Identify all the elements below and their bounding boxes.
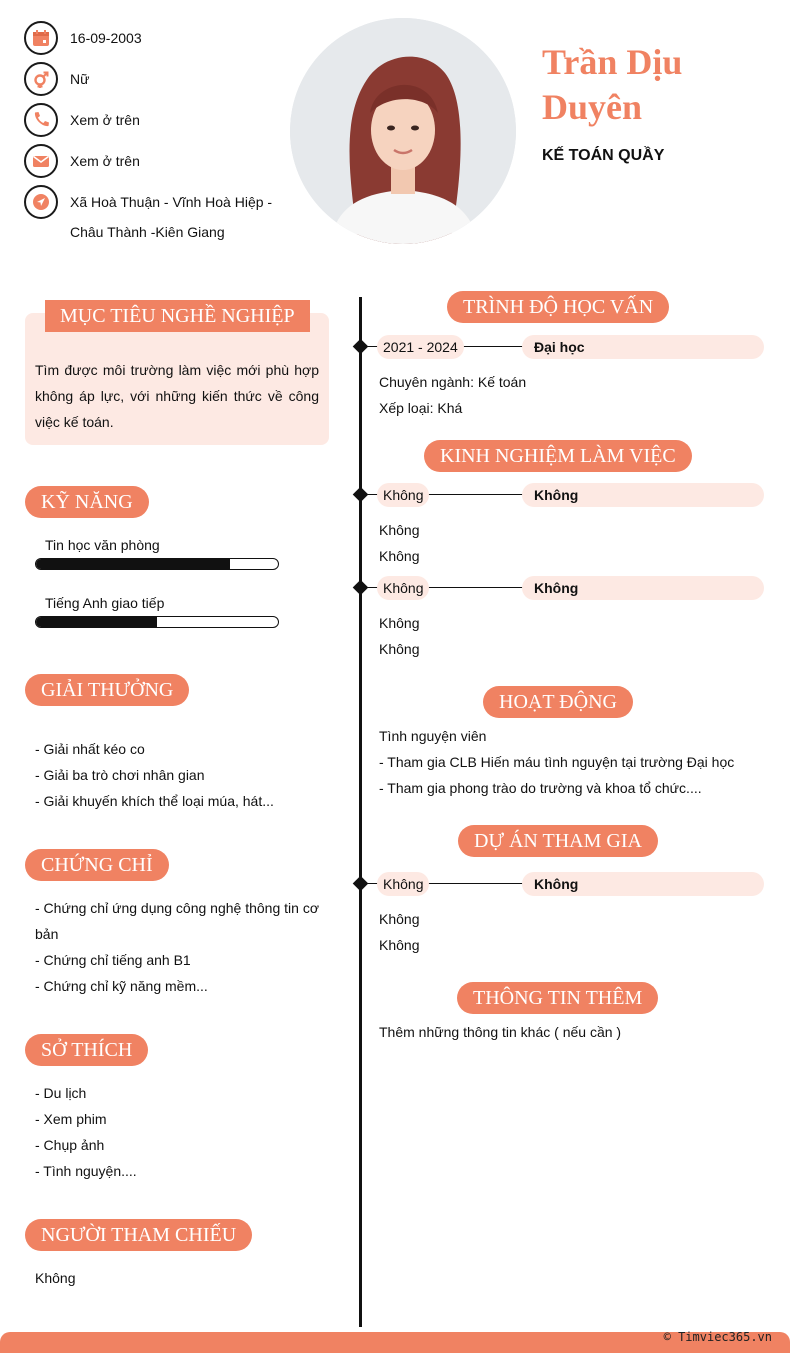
education-heading: TRÌNH ĐỘ HỌC VẤN <box>447 291 669 323</box>
contact-gender <box>24 63 284 104</box>
email-text: Xem ở trên <box>70 153 140 169</box>
skill-bar-fill <box>36 559 230 569</box>
activities-list <box>379 723 734 801</box>
phone-text: Xem ở trên <box>70 112 140 128</box>
certificates-list <box>35 895 327 999</box>
awards-list <box>35 736 274 814</box>
address-line-2: Châu Thành -Kiên Giang <box>70 224 225 240</box>
list-item: - Giải khuyến khích thể loại múa, hát... <box>35 793 274 809</box>
activities-heading: HOẠT ĐỘNG <box>483 686 633 718</box>
extra-info-text: Thêm những thông tin khác ( nếu cần ) <box>379 1024 622 1040</box>
contact-phone <box>24 104 284 145</box>
experience-details <box>379 517 419 569</box>
contact-email <box>24 145 284 186</box>
project-name: Không <box>522 872 764 896</box>
education-school: Đại học <box>522 335 764 359</box>
list-item: Chuyên ngành: Kế toán <box>379 374 527 390</box>
list-item: - Du lịch <box>35 1085 87 1101</box>
email-icon <box>24 144 58 178</box>
address-line-1: Xã Hoà Thuận - Vĩnh Hoà Hiệp - <box>70 194 273 210</box>
skill-label: Tiếng Anh giao tiếp <box>45 595 165 611</box>
project-entry <box>357 872 764 896</box>
projects-heading: DỰ ÁN THAM GIA <box>458 825 658 857</box>
list-item: - Tham gia phong trào do trường và khoa tổ chức.... <box>379 780 702 796</box>
experience-company: Không <box>522 483 764 507</box>
contact-birthday <box>24 22 284 63</box>
timeline-line <box>359 297 362 1327</box>
education-entry <box>357 335 764 359</box>
list-item: Không <box>379 937 420 953</box>
list-item: - Xem phim <box>35 1111 107 1127</box>
gender-text: Nữ <box>70 71 90 87</box>
list-item: Xếp loại: Khá <box>379 400 463 416</box>
contact-list <box>24 22 284 256</box>
certificates-heading: CHỨNG CHỈ <box>25 849 169 881</box>
calendar-icon <box>24 21 58 55</box>
education-date: 2021 - 2024 <box>377 335 464 359</box>
experience-entry <box>357 576 764 600</box>
list-item: - Tham gia CLB Hiến máu tình nguyện tại trường Đại học <box>379 754 735 770</box>
birthday-text: 16-09-2003 <box>70 30 142 46</box>
hobbies-heading: SỞ THÍCH <box>25 1034 148 1066</box>
job-title: KẾ TOÁN QUẦY <box>542 147 665 164</box>
list-item: - Giải ba trò chơi nhân gian <box>35 767 205 783</box>
references-text: Không <box>35 1270 76 1286</box>
extra-info-heading: THÔNG TIN THÊM <box>457 982 658 1014</box>
experience-details <box>379 610 419 662</box>
experience-company: Không <box>522 576 764 600</box>
education-details <box>379 369 526 421</box>
project-details <box>379 906 419 958</box>
candidate-name <box>542 40 782 130</box>
list-item: - Tình nguyện.... <box>35 1163 137 1179</box>
list-item: - Chụp ảnh <box>35 1137 105 1153</box>
gender-icon <box>24 62 58 96</box>
list-item: - Chứng chỉ ứng dụng công nghệ thông tin cơ bản <box>35 900 319 942</box>
project-date: Không <box>377 872 429 896</box>
list-item: - Chứng chỉ tiếng anh B1 <box>35 952 191 968</box>
name-line-1: Trần Dịu <box>542 42 683 82</box>
portrait-image <box>290 18 516 244</box>
watermark[interactable]: © Timviec365.vn <box>663 1330 772 1344</box>
list-item: Không <box>379 615 420 631</box>
name-line-2: Duyên <box>542 87 643 127</box>
list-item: Tình nguyện viên <box>379 728 487 744</box>
skill-bar <box>35 558 279 570</box>
awards-heading: GIẢI THƯỞNG <box>25 674 189 706</box>
contact-address <box>24 186 284 256</box>
experience-date: Không <box>377 576 429 600</box>
skills-heading: KỸ NĂNG <box>25 486 149 518</box>
objective-text: Tìm được môi trường làm việc mới phù hợp không áp lực, với những kiến thức về công việc kế toán. <box>35 362 319 430</box>
phone-icon <box>24 103 58 137</box>
profile-photo <box>290 18 516 244</box>
references-heading: NGƯỜI THAM CHIẾU <box>25 1219 252 1251</box>
skill-label: Tin học văn phòng <box>45 537 160 553</box>
list-item: - Giải nhất kéo co <box>35 741 145 757</box>
address-text <box>70 187 280 247</box>
list-item: Không <box>379 911 420 927</box>
skill-bar-fill <box>36 617 157 627</box>
experience-entry <box>357 483 764 507</box>
location-icon <box>24 185 58 219</box>
list-item: Không <box>379 641 420 657</box>
experience-date: Không <box>377 483 429 507</box>
skill-bar <box>35 616 279 628</box>
hobbies-list <box>35 1080 137 1184</box>
list-item: Không <box>379 548 420 564</box>
list-item: - Chứng chỉ kỹ năng mềm... <box>35 978 208 994</box>
objective-heading: MỤC TIÊU NGHỀ NGHIỆP <box>45 300 310 332</box>
experience-heading: KINH NGHIỆM LÀM VIỆC <box>424 440 692 472</box>
list-item: Không <box>379 522 420 538</box>
